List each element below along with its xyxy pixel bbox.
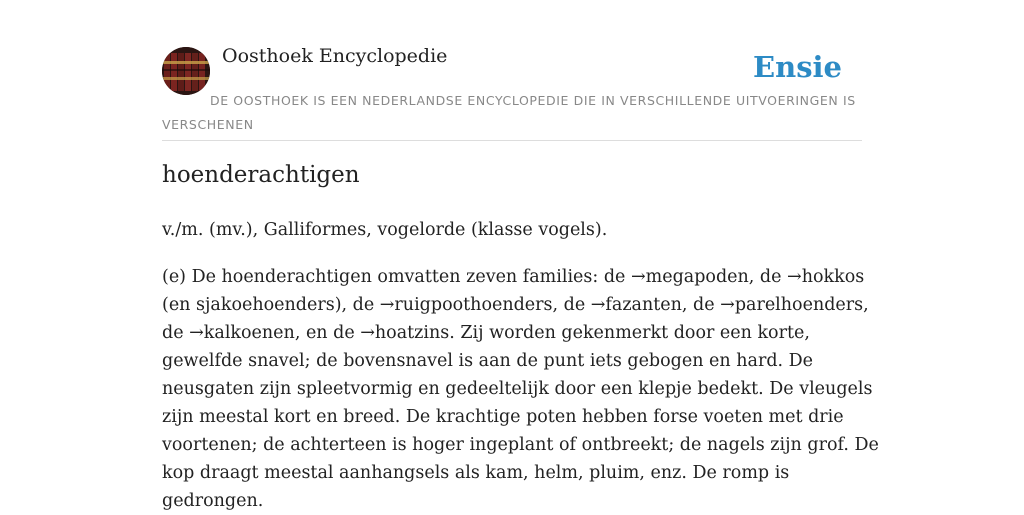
source-avatar[interactable] xyxy=(162,47,210,95)
entry-definition: v./m. (mv.), Galliformes, vogelorde (klasse vogels). xyxy=(162,220,608,240)
entry-body: (e) De hoenderachtigen omvatten zeven families: de →megapoden, de →hokkos (en sjakoehoenders), de →ruigpoothoenders, de →fazanten, de →parelhoenders, de →kalkoenen, en de →hoatzins. Zij worden gekenmerkt door een korte, gewelfde snavel; de bovensnavel is aan de punt iets gebogen en hard. De neusgaten zijn spleetvormig en gedeeltelijk door een klepje bedekt. De vleugels zijn meestal kort en breed. De krachtige poten hebben forse voeten met drie voortenen; de achterteen is hoger ingeplant of ontbreekt; de nagels zijn grof. De kop draagt meestal aanhangsels als kam, helm, pluim, enz. De romp is gedrongen. xyxy=(162,267,879,511)
entry-title: hoenderachtigen xyxy=(162,162,360,188)
source-name-link[interactable]: Oosthoek Encyclopedie xyxy=(222,45,448,67)
source-tagline: DE OOSTHOEK IS EEN NEDERLANDSE ENCYCLOPEDIE DIE IN VERSCHILLENDE UITVOERINGEN IS VERSCHENEN xyxy=(162,93,856,132)
source-header xyxy=(162,0,862,141)
entry-page xyxy=(162,0,879,512)
ensie-logo[interactable]: Ensie xyxy=(753,50,842,84)
encyclopedia-books-icon xyxy=(162,47,210,95)
